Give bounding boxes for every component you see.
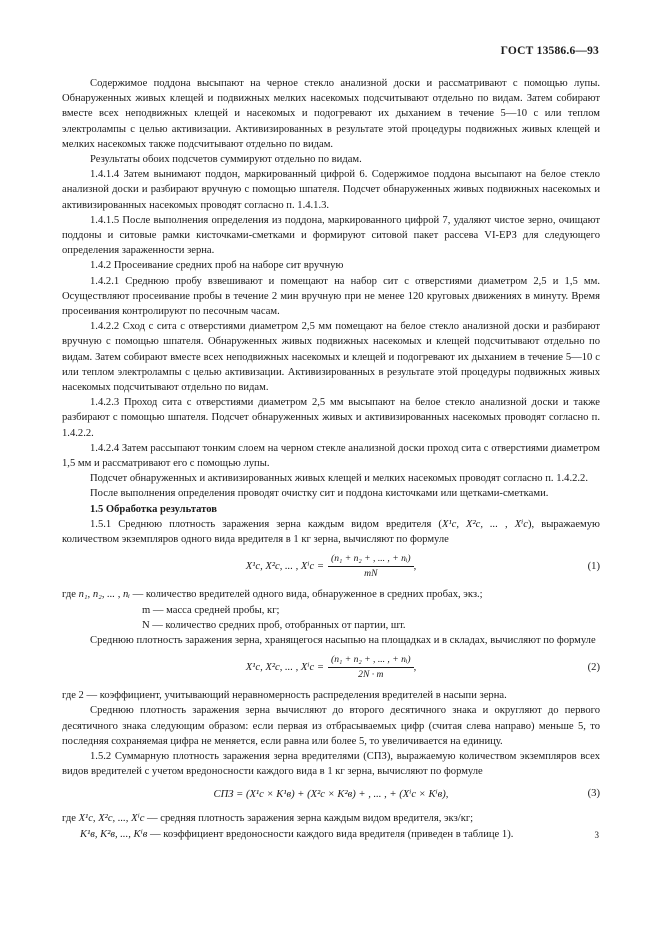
main-content [62, 76, 600, 842]
formula-1 [62, 551, 600, 581]
equation-number: (1) [587, 561, 600, 573]
definition-text: — средняя плотность заражения зерна каждым видом вредителя, экз/кг; [144, 813, 474, 825]
paragraph: Среднюю плотность заражения зерна, хранящегося насыпью на площадках и в складах, вычисляют по формуле [90, 634, 596, 646]
definition [62, 587, 600, 602]
standard-header: ГОСТ 13586.6—93 [500, 45, 599, 57]
definition: m — масса средней пробы, кг; [142, 604, 280, 616]
definitions [62, 811, 600, 841]
equation-number: (2) [587, 662, 600, 674]
definition-text: — количество вредителей одного вида, обнаруженное в средних пробах, экз.; [129, 589, 483, 601]
paragraph: Результаты обоих подсчетов суммируют отдельно по видам. [90, 154, 362, 166]
definition-lead: где [62, 589, 79, 601]
formula-lhs: X¹c, X²c, ... , Xⁱc = [245, 661, 325, 673]
paragraph: 1.5.2 Суммарную плотность заражения зерна вредителями (СПЗ), выражаемую количеством экземпляров всех видов вредителей с учетом вредоносности каждого вида в 1 кг зерна, вычисляют по формуле [62, 750, 600, 778]
paragraph: 1.4.1.4 Затем вынимают поддон, маркированный цифрой 6. Содержимое поддона высыпают на белое стекло анализной доски и разбирают вручную с помощью шпателя. Подсчет обнаруженных живых подвижных насекомых и активизированных насекомых проводят согласно п. 1.4.1.3. [62, 169, 600, 211]
paragraph: После выполнения определения проводят очистку сит и поддона кисточками или щетками-сметками. [90, 488, 549, 500]
equation-number: (3) [587, 788, 600, 800]
formula-3 [62, 783, 600, 805]
fraction [328, 553, 414, 580]
formula-body: X¹c, X²c, ... , Xⁱc = $\frac{\text{(n₁ + n₂ + , ... , + nᵢ)}}{mN}$ , [245, 552, 417, 579]
formula-body: СПЗ = (X¹c × K¹в) + (X²c × K²в) + , ... , + (Xⁱc × Kⁱв), [213, 788, 449, 800]
section-heading: 1.5 Обработка результатов [90, 503, 217, 515]
formula-2 [62, 652, 600, 682]
inline-formula: K¹в, K²в, ..., Kⁱв [80, 828, 148, 840]
paragraph: 1.4.2.2 Сход с сита с отверстиями диаметром 2,5 мм помещают на белое стекло анализной доски и разбирают вручную с помощью шпателя. Обнаруженных живых подвижных насекомых и клещей подсчитывают отдельно по видам. Затем собирают вместе всех неподвижных насекомых и клещей и подогревают их дыханием в течение 5—10 с или теплом электролампы с целью активизации. Активизированных в результате этой процедуры подвижных живых насекомых подсчитывают отдельно по видам. [62, 321, 600, 394]
paragraph [62, 517, 600, 547]
paragraph: Среднюю плотность заражения зерна вычисляют до второго десятичного знака и округляют до первого десятичного знака следующим образом: если первая из отбрасываемых цифр (считая слева направо) меньше 5, то последняя сохраняемая цифра не меняется, если равна или более 5, то увеличивается на единицу. [62, 705, 600, 747]
inline-formula: n₁, n₂, ... , nᵢ [78, 589, 130, 601]
fraction-numerator: (n₁ + n₂ + , ... , + nᵢ) [328, 553, 414, 567]
fraction [328, 654, 414, 681]
paragraph: 1.4.1.5 После выполнения определения из поддона, маркированного цифрой 7, удаляют чистое зерно, очищают поддоны и ситовые рамки кисточками-сметками и формируют ситовой пакет рассева VI-ЕРЗ для следующего определения зараженности зерна. [62, 214, 600, 257]
definitions [62, 688, 600, 703]
paragraph-text: ), выражаемую количеством экземпляров одного вида вредителя в 1 кг зерна, вычисляют по формуле [62, 518, 600, 546]
paragraph: 1.4.2.3 Проход сита с отверстиями диаметром 2,5 мм высыпают на белое стекло анализной доски и также разбирают с помощью шпателя. Подсчет обнаруженных живых и активизированных насекомых проводят согласно п. 1.4.2.2. [62, 397, 600, 439]
paragraph: Содержимое поддона высыпают на черное стекло анализной доски и рассматривают с помощью лупы. Обнаруженных живых клещей и подвижных мелких насекомых подсчитывают отдельно по видам. Затем собирают вместе всех неподвижных клещей и насекомых и подогревают их дыханием в течение 5—10 с или теплом электролампы с целью активизации. Активизированных в результате этой процедуры подвижных живых клещей и мелких насекомых также подсчитывают отдельно по видам. [62, 78, 600, 150]
fraction-numerator: (n₁ + n₂ + , ... , + nᵢ) [328, 654, 414, 668]
inline-formula: X¹c, X²c, ..., Xⁱc [78, 813, 145, 825]
fraction-denominator: mN [364, 567, 378, 579]
paragraph: 1.4.2.1 Среднюю пробу взвешивают и помещают на набор сит с отверстиями диаметром 2,5 и 1,5 мм. Осуществляют просеивание пробы в течение 2 мин вручную при не менее 120 круговых движениях в минуту. Время просеивания контролируют по песочным часам. [62, 275, 600, 318]
formula-lhs: X¹c, X²c, ... , Xⁱc = [245, 560, 325, 572]
paragraph: 1.4.2 Просеивание средних проб на наборе сит вручную [90, 260, 344, 272]
definition-text: — коэффициент вредоносности каждого вида вредителя (приведен в таблице 1). [147, 828, 514, 840]
formula-body: X¹c, X²c, ... , Xⁱc = $\frac{\text{(n₁ + n₂ + , ... , + nᵢ)}}{2N \cdot m}$ , [245, 653, 417, 680]
paragraph-text: 1.5.1 Среднюю плотность заражения зерна каждым видом вредителя ( [90, 518, 442, 530]
definition: где X¹c, X²c, ..., Xⁱc — средняя плотность заражения зерна каждым видом вредителя, экз/кг; [62, 813, 474, 825]
definitions [62, 587, 600, 633]
fraction-denominator: 2N · m [358, 668, 384, 680]
page-number: 3 [594, 830, 599, 840]
definition [62, 827, 600, 842]
definition: N — количество средних проб, отобранных от партии, шт. [142, 619, 406, 631]
paragraph: Подсчет обнаруженных и активизированных живых клещей и мелких насекомых проводят согласно п. 1.4.2.2. [90, 473, 588, 485]
inline-formula: X¹c, X²c, ... , Xⁱc [441, 518, 528, 530]
paragraph: 1.4.2.4 Затем рассыпают тонким слоем на черном стекле анализной доски проход сита с отверстиями диаметром 1,5 мм и рассматривают его с помощью лупы. [62, 442, 600, 470]
definition: где 2 — коэффициент, учитывающий неравномерность распределения вредителей в насыпи зерна. [62, 690, 507, 702]
